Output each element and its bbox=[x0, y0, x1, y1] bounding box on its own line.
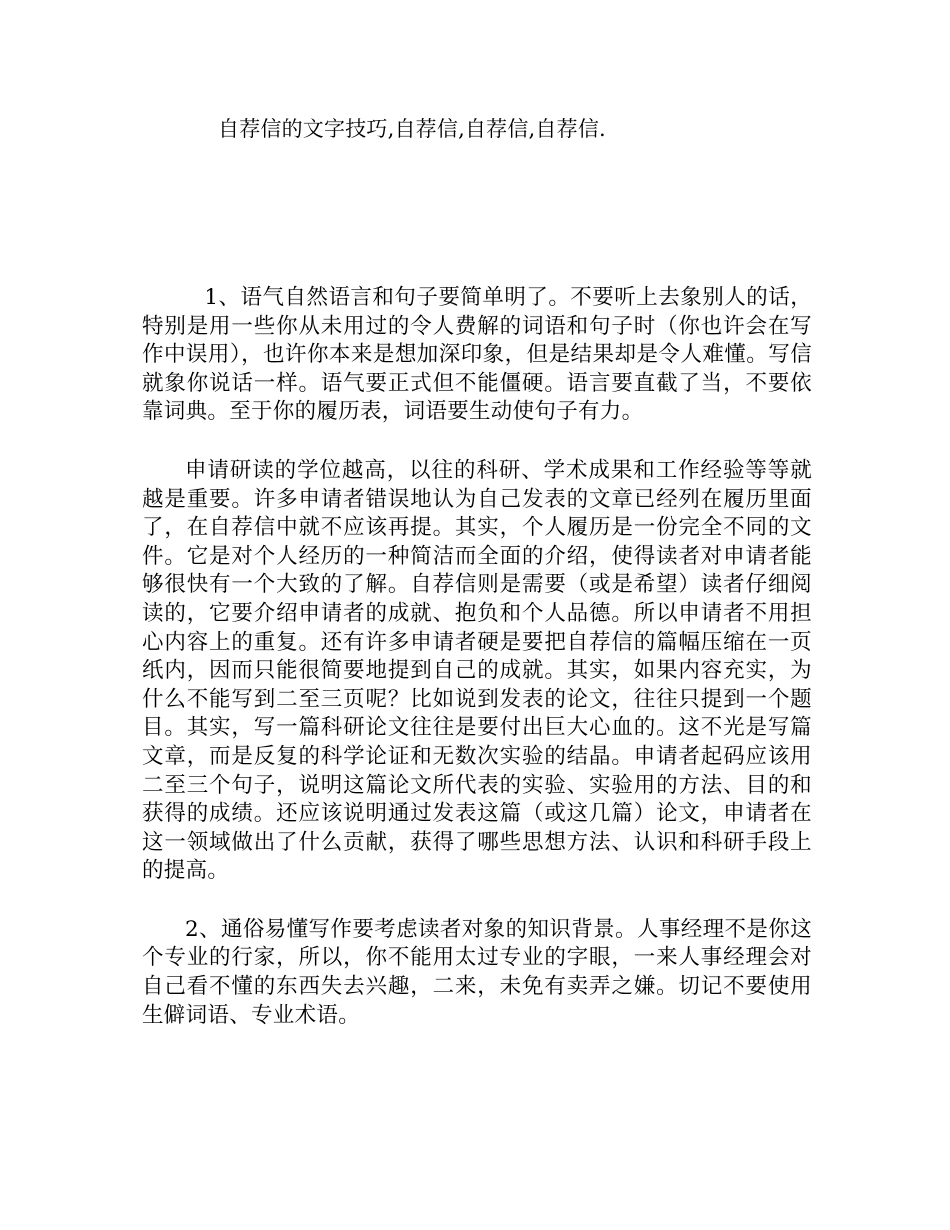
paragraph-achievements: 申请研读的学位越高，以往的科研、学术成果和工作经验等等就越是重要。许多申请者错误地认为自己发表的文章已经列在履历里面了，在自荐信中就不应该再提。其实，个人履历是一份完全不同的文件。它是对个人经历的一种简洁而全面的介绍，使得读者对申请者能够很快有一个大致的了解。自荐信则是需要（或是希望）读者仔细阅读的，它要介绍申请者的成就、抱负和个人品德。所以申请者不用担心内容上的重复。还有许多申请者硬是要把自荐信的篇幅压缩在一页纸内，因而只能很简要地提到自己的成就。其实，如果内容充实，为什么不能写到二至三页呢？比如说到发表的论文，往往只提到一个题目。其实，写一篇科研论文往往是要付出巨大心血的。这不光是写篇文章，而是反复的科学论证和无数次实验的结晶。申请者起码应该用二至三个句子，说明这篇论文所代表的实验、实验用的方法、目的和获得的成绩。还应该说明通过发表这篇（或这几篇）论文，申请者在这一领域做出了什么贡献，获得了哪些思想方法、认识和科研手段上的提高。 bbox=[142, 457, 812, 884]
document-title: 自荐信的文字技巧,自荐信,自荐信,自荐信. bbox=[218, 117, 606, 141]
document-body bbox=[142, 284, 812, 1060]
paragraph-tone: 1、语气自然语言和句子要简单明了。不要听上去象别人的话，特别是用一些你从未用过的令人费解的词语和句子时（你也许会在写作中误用），也许你本来是想加深印象，但是结果却是令人难懂。写信就象你说话一样。语气要正式但不能僵硬。语言要直截了当，不要依靠词典。至于你的履历表，词语要生动使句子有力。 bbox=[142, 285, 812, 425]
paragraph-plain-language: 2、通俗易懂写作要考虑读者对象的知识背景。人事经理不是你这个专业的行家，所以，你不能用太过专业的字眼，一来人事经理会对自己看不懂的东西失去兴趣，二来，未免有卖弄之嫌。切记不要使用生僻词语、专业术语。 bbox=[142, 916, 812, 1028]
